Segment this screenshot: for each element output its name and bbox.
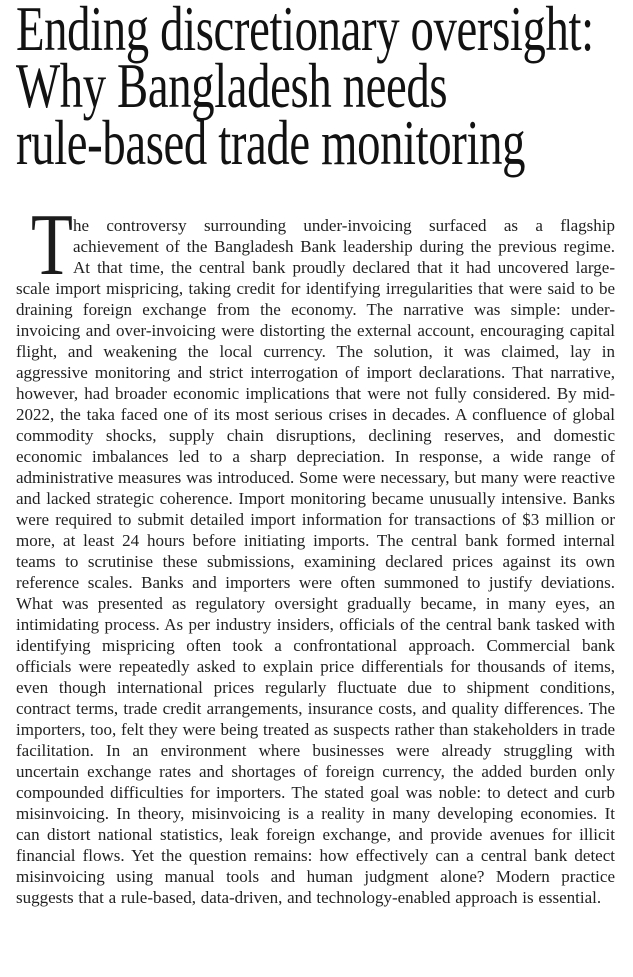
article-body <box>16 197 615 908</box>
article-headline <box>16 0 615 178</box>
headline-line-3: rule-based trade monitoring <box>16 107 526 178</box>
article-text: he controversy surrounding under-invoicing surfaced as a flagship achievement of the Bangladesh Bank leadership during the previous regime. At that time, the central bank proudly declared that it had uncovered large-scale import mispricing, taking credit for identifying irregularities that were said to be draining foreign exchange from the economy. The narrative was simple: under-invoicing and over-invoicing were distorting the external account, encouraging capital flight, and weakening the local currency. The solution, it was claimed, lay in aggressive monitoring and strict interrogation of import declarations. That narrative, however, had broader economic implications that were not fully considered. By mid-2022, the taka faced one of its most serious crises in decades. A confluence of global commodity shocks, supply chain disruptions, declining reserves, and domestic economic imbalances led to a sharp depreciation. In response, a wide range of administrative measures was introduced. Some were necessary, but many were reactive and lacked strategic coherence. Import monitoring became unusually intensive. Banks were required to submit detailed import information for transactions of $3 million or more, at least 24 hours before initiating imports. The central bank formed internal teams to scrutinise these submissions, examining declared prices against its own reference scales. Banks and importers were often summoned to justify deviations. What was presented as regulatory oversight gradually became, in many eyes, an intimidating process. As per industry insiders, officials of the central bank tasked with identifying mispricing often took a confrontational approach. Commercial bank officials were repeatedly asked to explain price differentials for thousands of items, even though international prices regularly fluctuate due to shipment conditions, contract terms, trade credit arrangements, insurance costs, and quality differences. The importers, too, felt they were being treated as suspects rather than stakeholders in trade facilitation. In an environment where businesses were already struggling with uncertain exchange rates and shortages of foreign currency, the added burden only compounded difficulties for importers. The stated goal was noble: to detect and curb misinvoicing. In theory, misinvoicing is a reality in many developing economies. It can distort national statistics, leak foreign exchange, and provide avenues for illicit financial flows. Yet the question remains: how effectively can a central bank detect misinvoicing using manual tools and human judgment alone? Modern practice suggests that a rule-based, data-driven, and technology-enabled approach is essential. <box>16 216 615 907</box>
drop-cap: T <box>31 197 73 294</box>
headline-line-1: Ending discretionary oversight: <box>16 0 594 64</box>
headline-line-2: Why Bangladesh needs <box>16 50 448 121</box>
